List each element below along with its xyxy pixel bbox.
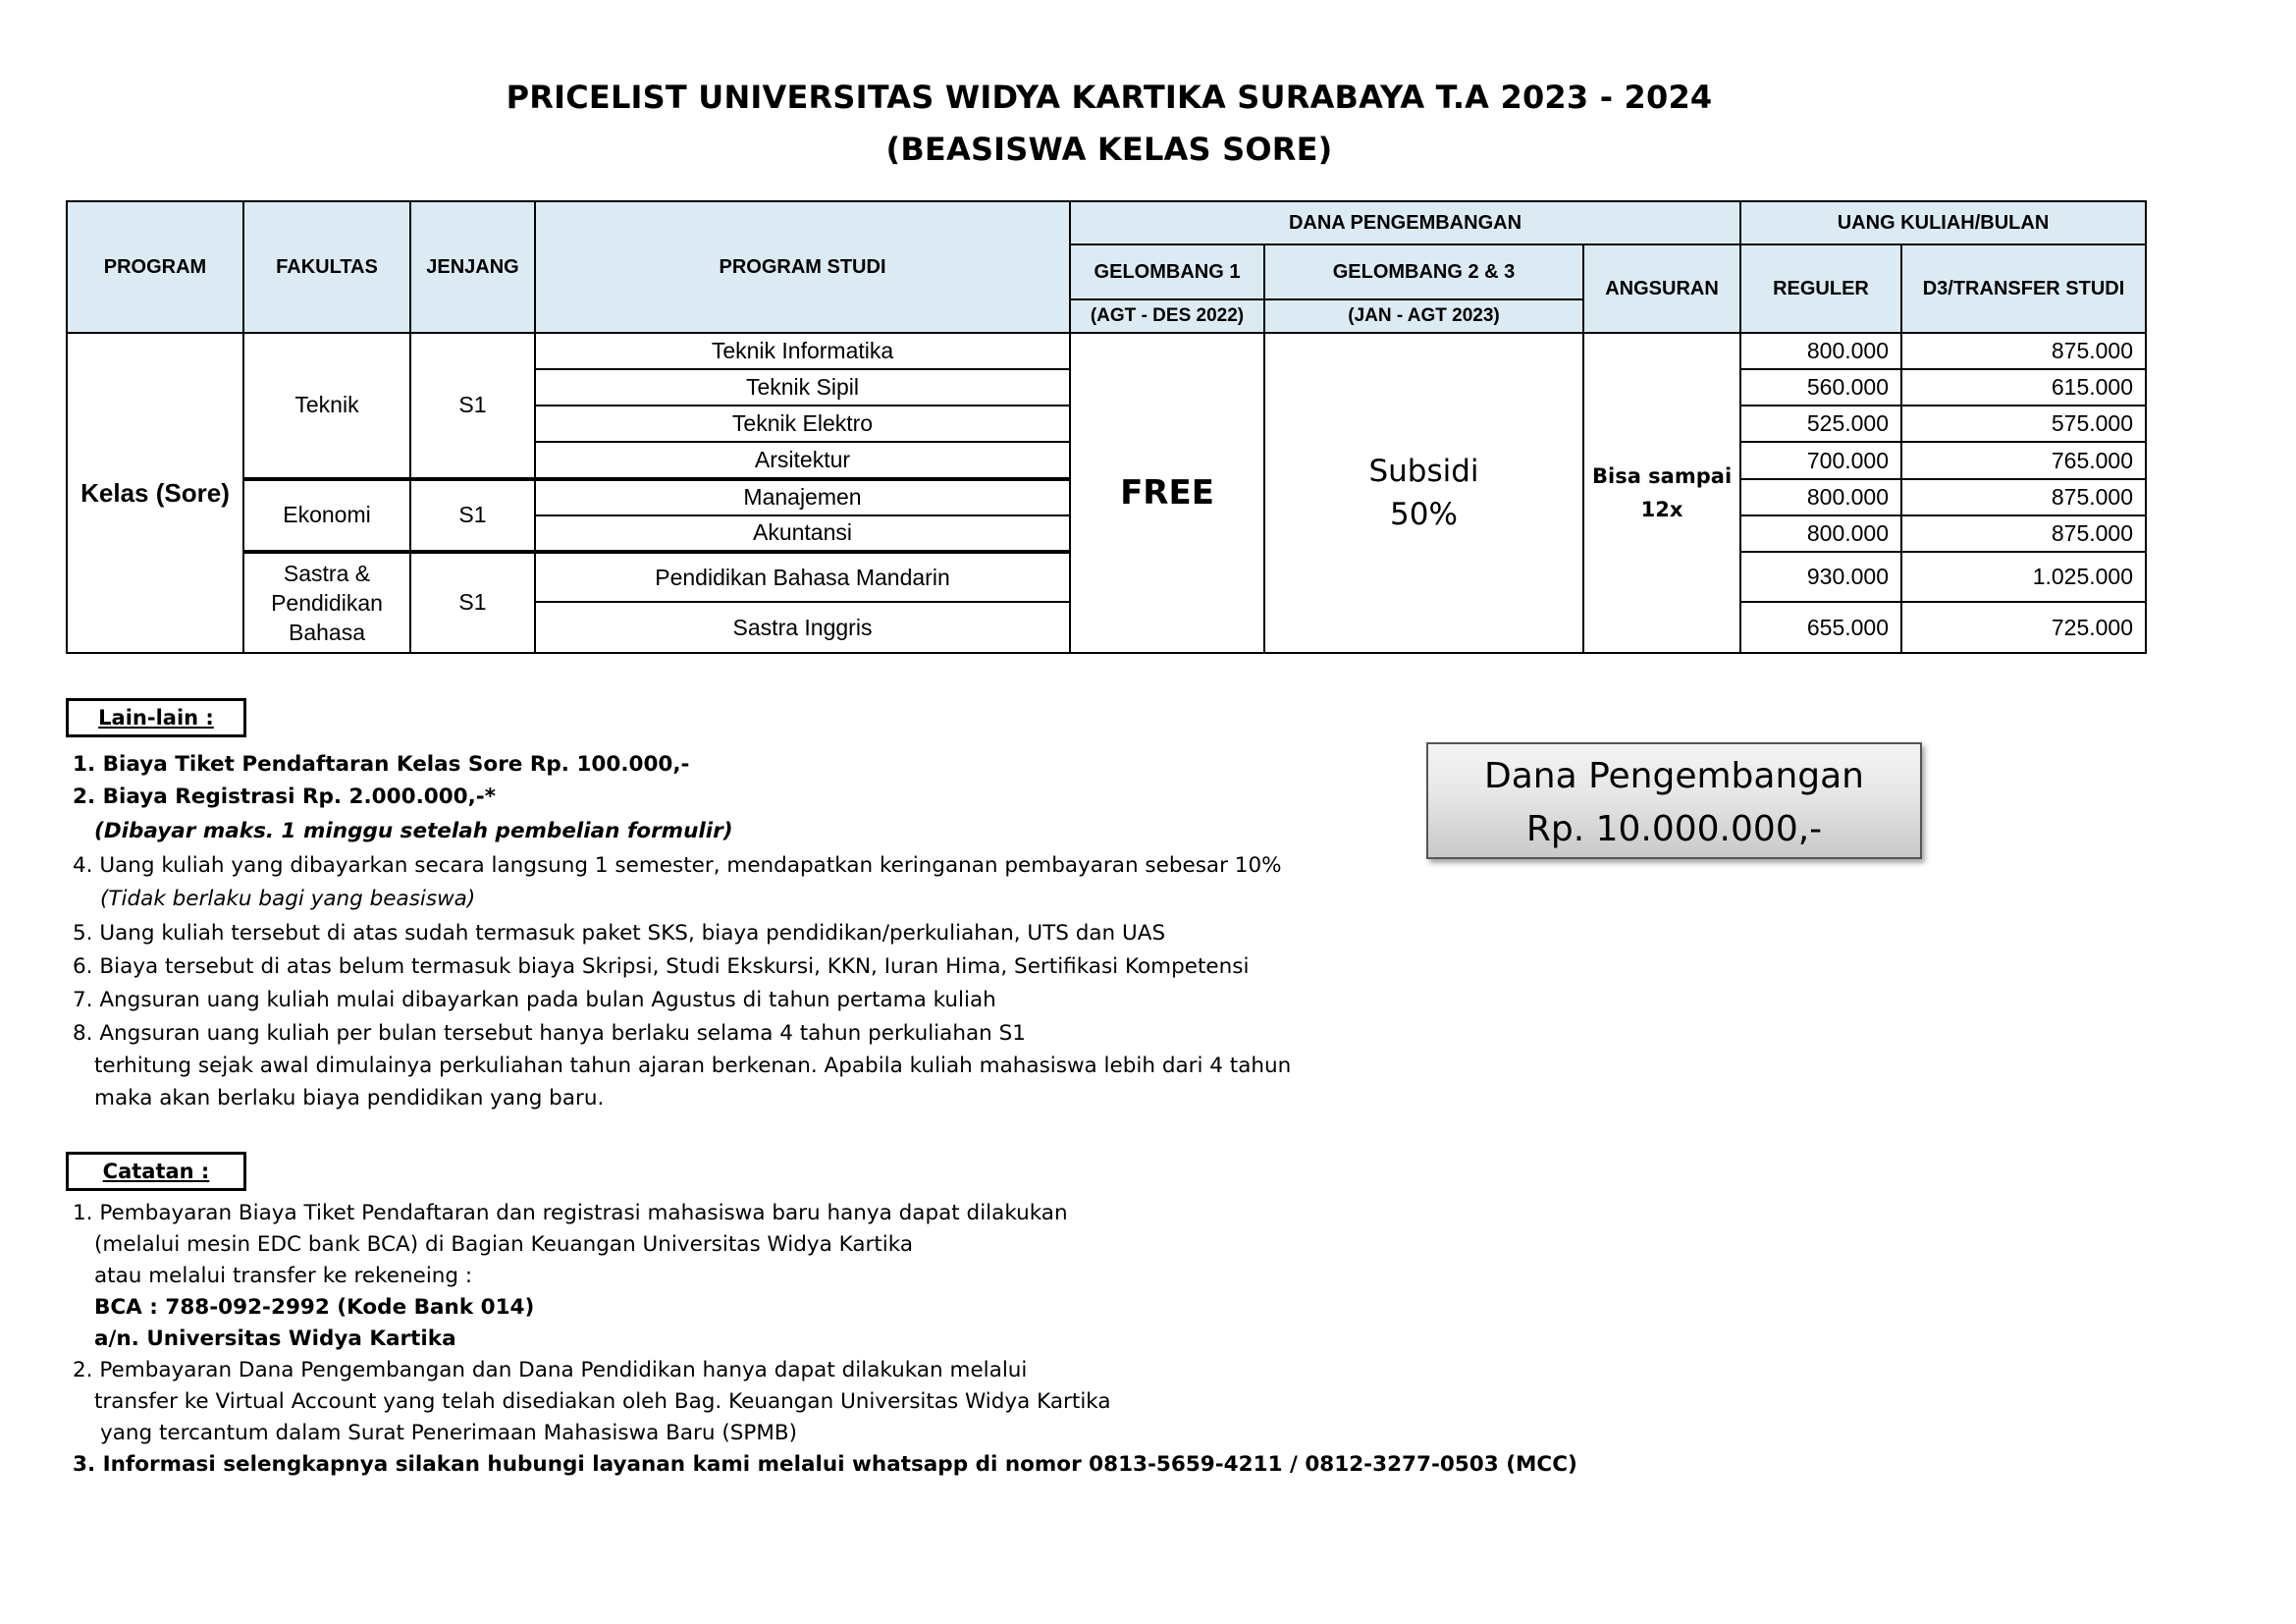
studi-cell: Pendidikan Bahasa Mandarin	[535, 552, 1070, 603]
reguler-cell: 525.000	[1740, 406, 1901, 442]
note-line: 6. Biaya tersebut di atas belum termasuk biaya Skripsi, Studi Ekskursi, KKN, Iuran Hima, Sertifikasi Kompetensi	[73, 954, 1250, 979]
studi-cell: Arsitektur	[535, 442, 1070, 478]
page-title: PRICELIST UNIVERSITAS WIDYA KARTIKA SURABAYA T.A 2023 - 2024	[506, 79, 1713, 116]
studi-cell: Akuntansi	[535, 515, 1070, 552]
angsuran-value	[1583, 333, 1740, 653]
note-line: (Tidak berlaku bagi yang beasiswa)	[100, 887, 476, 911]
header-gelombang-2-3-period: (JAN - AGT 2023)	[1264, 299, 1583, 333]
note-line: 4. Uang kuliah yang dibayarkan secara langsung 1 semester, mendapatkan keringanan pembayaran sebesar 10%	[73, 853, 1282, 878]
angsuran-label: Bisa sampai	[1592, 464, 1733, 489]
jenjang-sastra: S1	[410, 552, 535, 653]
dana-box-amount: Rp. 10.000.000,-	[1525, 809, 1823, 849]
dana-box-title: Dana Pengembangan	[1483, 756, 1865, 796]
subsidi-percent: 50%	[1390, 497, 1458, 533]
studi-cell: Teknik Informatika	[535, 333, 1070, 369]
header-dana-pengembangan: DANA PENGEMBANGAN	[1070, 201, 1740, 244]
header-program-studi: PROGRAM STUDI	[535, 201, 1070, 333]
note-line: 8. Angsuran uang kuliah per bulan tersebut hanya berlaku selama 4 tahun perkuliahan S1	[73, 1021, 1026, 1046]
reguler-cell: 930.000	[1740, 552, 1901, 603]
transfer-cell: 575.000	[1901, 406, 2146, 442]
transfer-cell: 1.025.000	[1901, 552, 2146, 603]
header-program: PROGRAM	[67, 201, 243, 333]
transfer-cell: 875.000	[1901, 479, 2146, 515]
note-line: 3. Informasi selengkapnya silakan hubungi layanan kami melalui whatsapp di nomor 0813-5659-4211 / 0812-3277-0503 (MCC)	[73, 1452, 1577, 1477]
reguler-cell: 800.000	[1740, 479, 1901, 515]
header-gelombang-2-3: GELOMBANG 2 & 3	[1264, 244, 1583, 299]
note-line: 1. Biaya Tiket Pendaftaran Kelas Sore Rp. 100.000,-	[73, 752, 690, 777]
header-fakultas: FAKULTAS	[243, 201, 410, 333]
header-gelombang-1-period: (AGT - DES 2022)	[1070, 299, 1264, 333]
subsidi-label: Subsidi	[1368, 454, 1479, 490]
catatan-label: Catatan :	[66, 1152, 246, 1191]
note-line: 5. Uang kuliah tersebut di atas sudah termasuk paket SKS, biaya pendidikan/perkuliahan, UTS dan UAS	[73, 921, 1166, 946]
header-jenjang: JENJANG	[410, 201, 535, 333]
note-line: (Dibayar maks. 1 minggu setelah pembelian formulir)	[94, 819, 733, 843]
reguler-cell: 655.000	[1740, 602, 1901, 653]
header-angsuran: ANGSURAN	[1583, 244, 1740, 333]
fakultas-ekonomi: Ekonomi	[243, 479, 410, 552]
transfer-cell: 615.000	[1901, 369, 2146, 406]
fakultas-sastra: Sastra & Pendidikan Bahasa	[243, 552, 410, 653]
note-line: maka akan berlaku biaya pendidikan yang baru.	[94, 1086, 605, 1110]
note-line: BCA : 788-092-2992 (Kode Bank 014)	[94, 1295, 535, 1320]
reguler-cell: 560.000	[1740, 369, 1901, 406]
transfer-cell: 765.000	[1901, 442, 2146, 478]
note-line: 2. Pembayaran Dana Pengembangan dan Dana Pendidikan hanya dapat dilakukan melalui	[73, 1358, 1028, 1382]
gelombang-1-value	[1070, 333, 1264, 653]
transfer-cell: 875.000	[1901, 515, 2146, 552]
program-cell: Kelas (Sore)	[67, 333, 243, 653]
reguler-cell: 800.000	[1740, 333, 1901, 369]
note-line: atau melalui transfer ke rekeneing :	[94, 1264, 473, 1288]
header-gelombang-1: GELOMBANG 1	[1070, 244, 1264, 299]
angsuran-count: 12x	[1640, 498, 1683, 522]
header-reguler: REGULER	[1740, 244, 1901, 333]
gelombang-2-3-value	[1264, 333, 1583, 653]
page-subtitle: (BEASISWA KELAS SORE)	[885, 131, 1333, 168]
studi-cell: Teknik Elektro	[535, 406, 1070, 442]
reguler-cell: 800.000	[1740, 515, 1901, 552]
note-line: terhitung sejak awal dimulainya perkuliahan tahun ajaran berkenan. Apabila kuliah mahasiswa lebih dari 4 tahun	[94, 1054, 1292, 1078]
header-transfer: D3/TRANSFER STUDI	[1901, 244, 2146, 333]
transfer-cell: 875.000	[1901, 333, 2146, 369]
note-line: (melalui mesin EDC bank BCA) di Bagian Keuangan Universitas Widya Kartika	[94, 1232, 914, 1257]
note-line: yang tercantum dalam Surat Penerimaan Mahasiswa Baru (SPMB)	[100, 1421, 798, 1445]
studi-cell: Sastra Inggris	[535, 602, 1070, 653]
jenjang-ekonomi: S1	[410, 479, 535, 552]
reguler-cell: 700.000	[1740, 442, 1901, 478]
dana-pengembangan-box	[1426, 742, 1922, 859]
studi-cell: Manajemen	[535, 479, 1070, 515]
price-table	[66, 200, 2147, 654]
header-uang-kuliah: UANG KULIAH/BULAN	[1740, 201, 2146, 244]
fakultas-teknik: Teknik	[243, 333, 410, 479]
transfer-cell: 725.000	[1901, 602, 2146, 653]
free-label: FREE	[1120, 473, 1214, 514]
jenjang-teknik: S1	[410, 333, 535, 479]
note-line: 1. Pembayaran Biaya Tiket Pendaftaran dan registrasi mahasiswa baru hanya dapat dilakukan	[73, 1201, 1068, 1225]
studi-cell: Teknik Sipil	[535, 369, 1070, 406]
note-line: 7. Angsuran uang kuliah mulai dibayarkan pada bulan Agustus di tahun pertama kuliah	[73, 988, 996, 1012]
note-line: a/n. Universitas Widya Kartika	[94, 1326, 456, 1351]
note-line: transfer ke Virtual Account yang telah disediakan oleh Bag. Keuangan Universitas Widya Kartika	[94, 1389, 1111, 1414]
note-line: 2. Biaya Registrasi Rp. 2.000.000,-*	[73, 785, 496, 809]
lain-lain-label: Lain-lain :	[66, 698, 246, 737]
